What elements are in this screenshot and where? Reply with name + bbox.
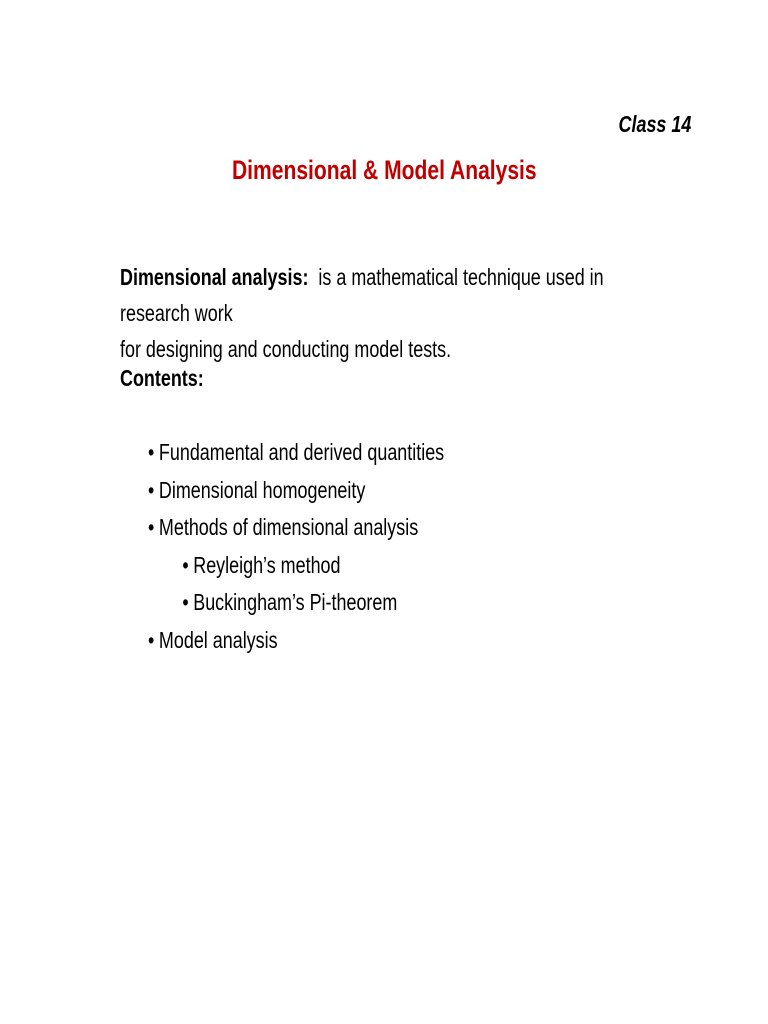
contents-list [148,434,444,659]
list-item-text: Fundamental and derived quantities [158,439,445,465]
bullet-icon: • [182,589,189,615]
list-item-text: Reyleigh’s method [193,551,341,578]
list-item-text: Buckingham’s Pi-theorem [193,589,398,615]
list-item-text: Dimensional homogeneity [158,476,366,503]
intro-line-2: for designing and conducting model tests. [120,336,452,362]
intro-paragraph [120,259,666,367]
list-item [148,434,444,472]
list-subitem [148,584,444,622]
list-item-text: Model analysis [158,626,278,653]
bullet-icon: • [148,514,155,540]
page-title [0,155,768,186]
intro-term: Dimensional analysis: [120,264,309,290]
bullet-icon: • [148,626,155,653]
bullet-icon: • [182,551,189,578]
page-title-text: Dimensional & Model Analysis [231,155,537,185]
list-item-text: Methods of dimensional analysis [158,514,419,540]
bullet-icon: • [148,439,155,465]
list-subitem [148,547,444,585]
intro-line-1: is a mathematical technique used in research work [120,264,604,326]
list-item [148,472,444,510]
contents-heading: Contents: [120,365,204,391]
class-label: Class 14 [618,111,691,137]
list-item [148,509,444,547]
list-item [148,622,444,660]
bullet-icon: • [148,476,155,503]
